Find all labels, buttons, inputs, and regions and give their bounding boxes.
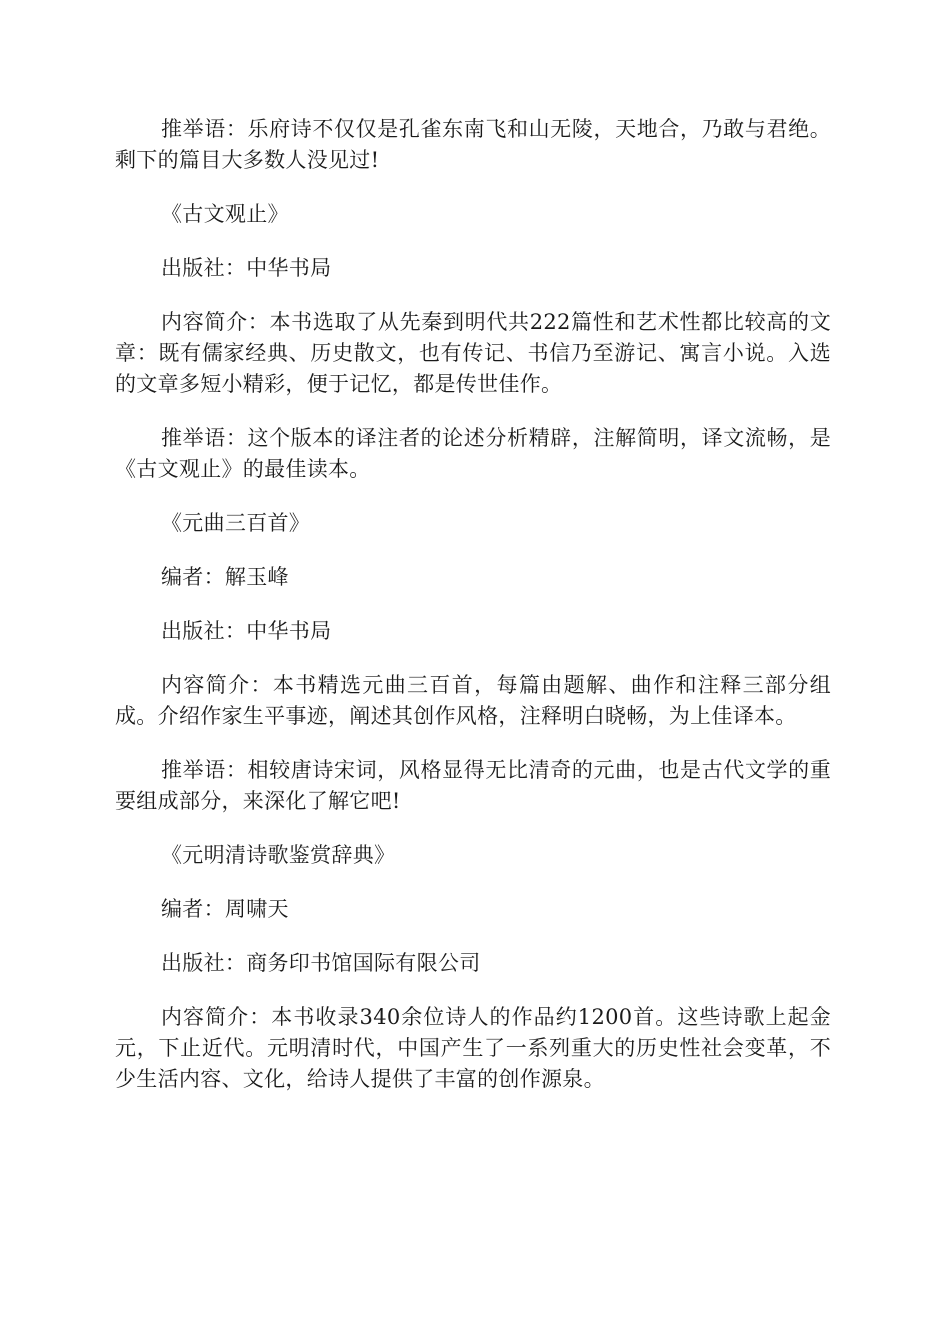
publisher-guwen-guanzhi: 出版社：中华书局 bbox=[161, 256, 332, 280]
recommendation-guwen-guanzhi: 推举语：这个版本的译注者的论述分析精辟，注解简明，译文流畅，是《古文观止》的最佳读本。 bbox=[115, 426, 831, 481]
editor-yuanmingqing: 编者：周啸天 bbox=[161, 897, 289, 921]
book-title-yuanqu: 《元曲三百首》 bbox=[161, 511, 311, 535]
summary-guwen-guanzhi: 内容简介：本书选取了从先秦到明代共222篇性和艺术性都比较高的文章：既有儒家经典、历史散文，也有传记、书信乃至游记、寓言小说。入选的文章多短小精彩，便于记忆，都是传世佳作。 bbox=[115, 310, 831, 396]
editor-yuanqu: 编者：解玉峰 bbox=[161, 565, 289, 589]
summary-yuanqu: 内容简介：本书精选元曲三百首，每篇由题解、曲作和注释三部分组成。介绍作家生平事迹，阐述其创作风格，注释明白晓畅，为上佳译本。 bbox=[115, 673, 831, 728]
publisher-yuanqu: 出版社：中华书局 bbox=[161, 619, 332, 643]
document-body bbox=[115, 114, 831, 1118]
book-title-guwen-guanzhi: 《古文观止》 bbox=[161, 202, 289, 226]
book-title-yuanmingqing: 《元明清诗歌鉴赏辞典》 bbox=[161, 843, 396, 867]
summary-yuanmingqing: 内容简介：本书收录340余位诗人的作品约1200首。这些诗歌上起金元，下止近代。元明清时代，中国产生了一系列重大的历史性社会变革，不少生活内容、文化，给诗人提供了丰富的创作源泉。 bbox=[115, 1005, 831, 1091]
recommendation-yuanqu: 推举语：相较唐诗宋词，风格显得无比清奇的元曲，也是古代文学的重要组成部分，来深化了解它吧! bbox=[115, 758, 831, 813]
recommendation-yuefu: 推举语：乐府诗不仅仅是孔雀东南飞和山无陵，天地合，乃敢与君绝。剩下的篇目大多数人没见过! bbox=[115, 117, 831, 172]
publisher-yuanmingqing: 出版社：商务印书馆国际有限公司 bbox=[161, 951, 481, 975]
